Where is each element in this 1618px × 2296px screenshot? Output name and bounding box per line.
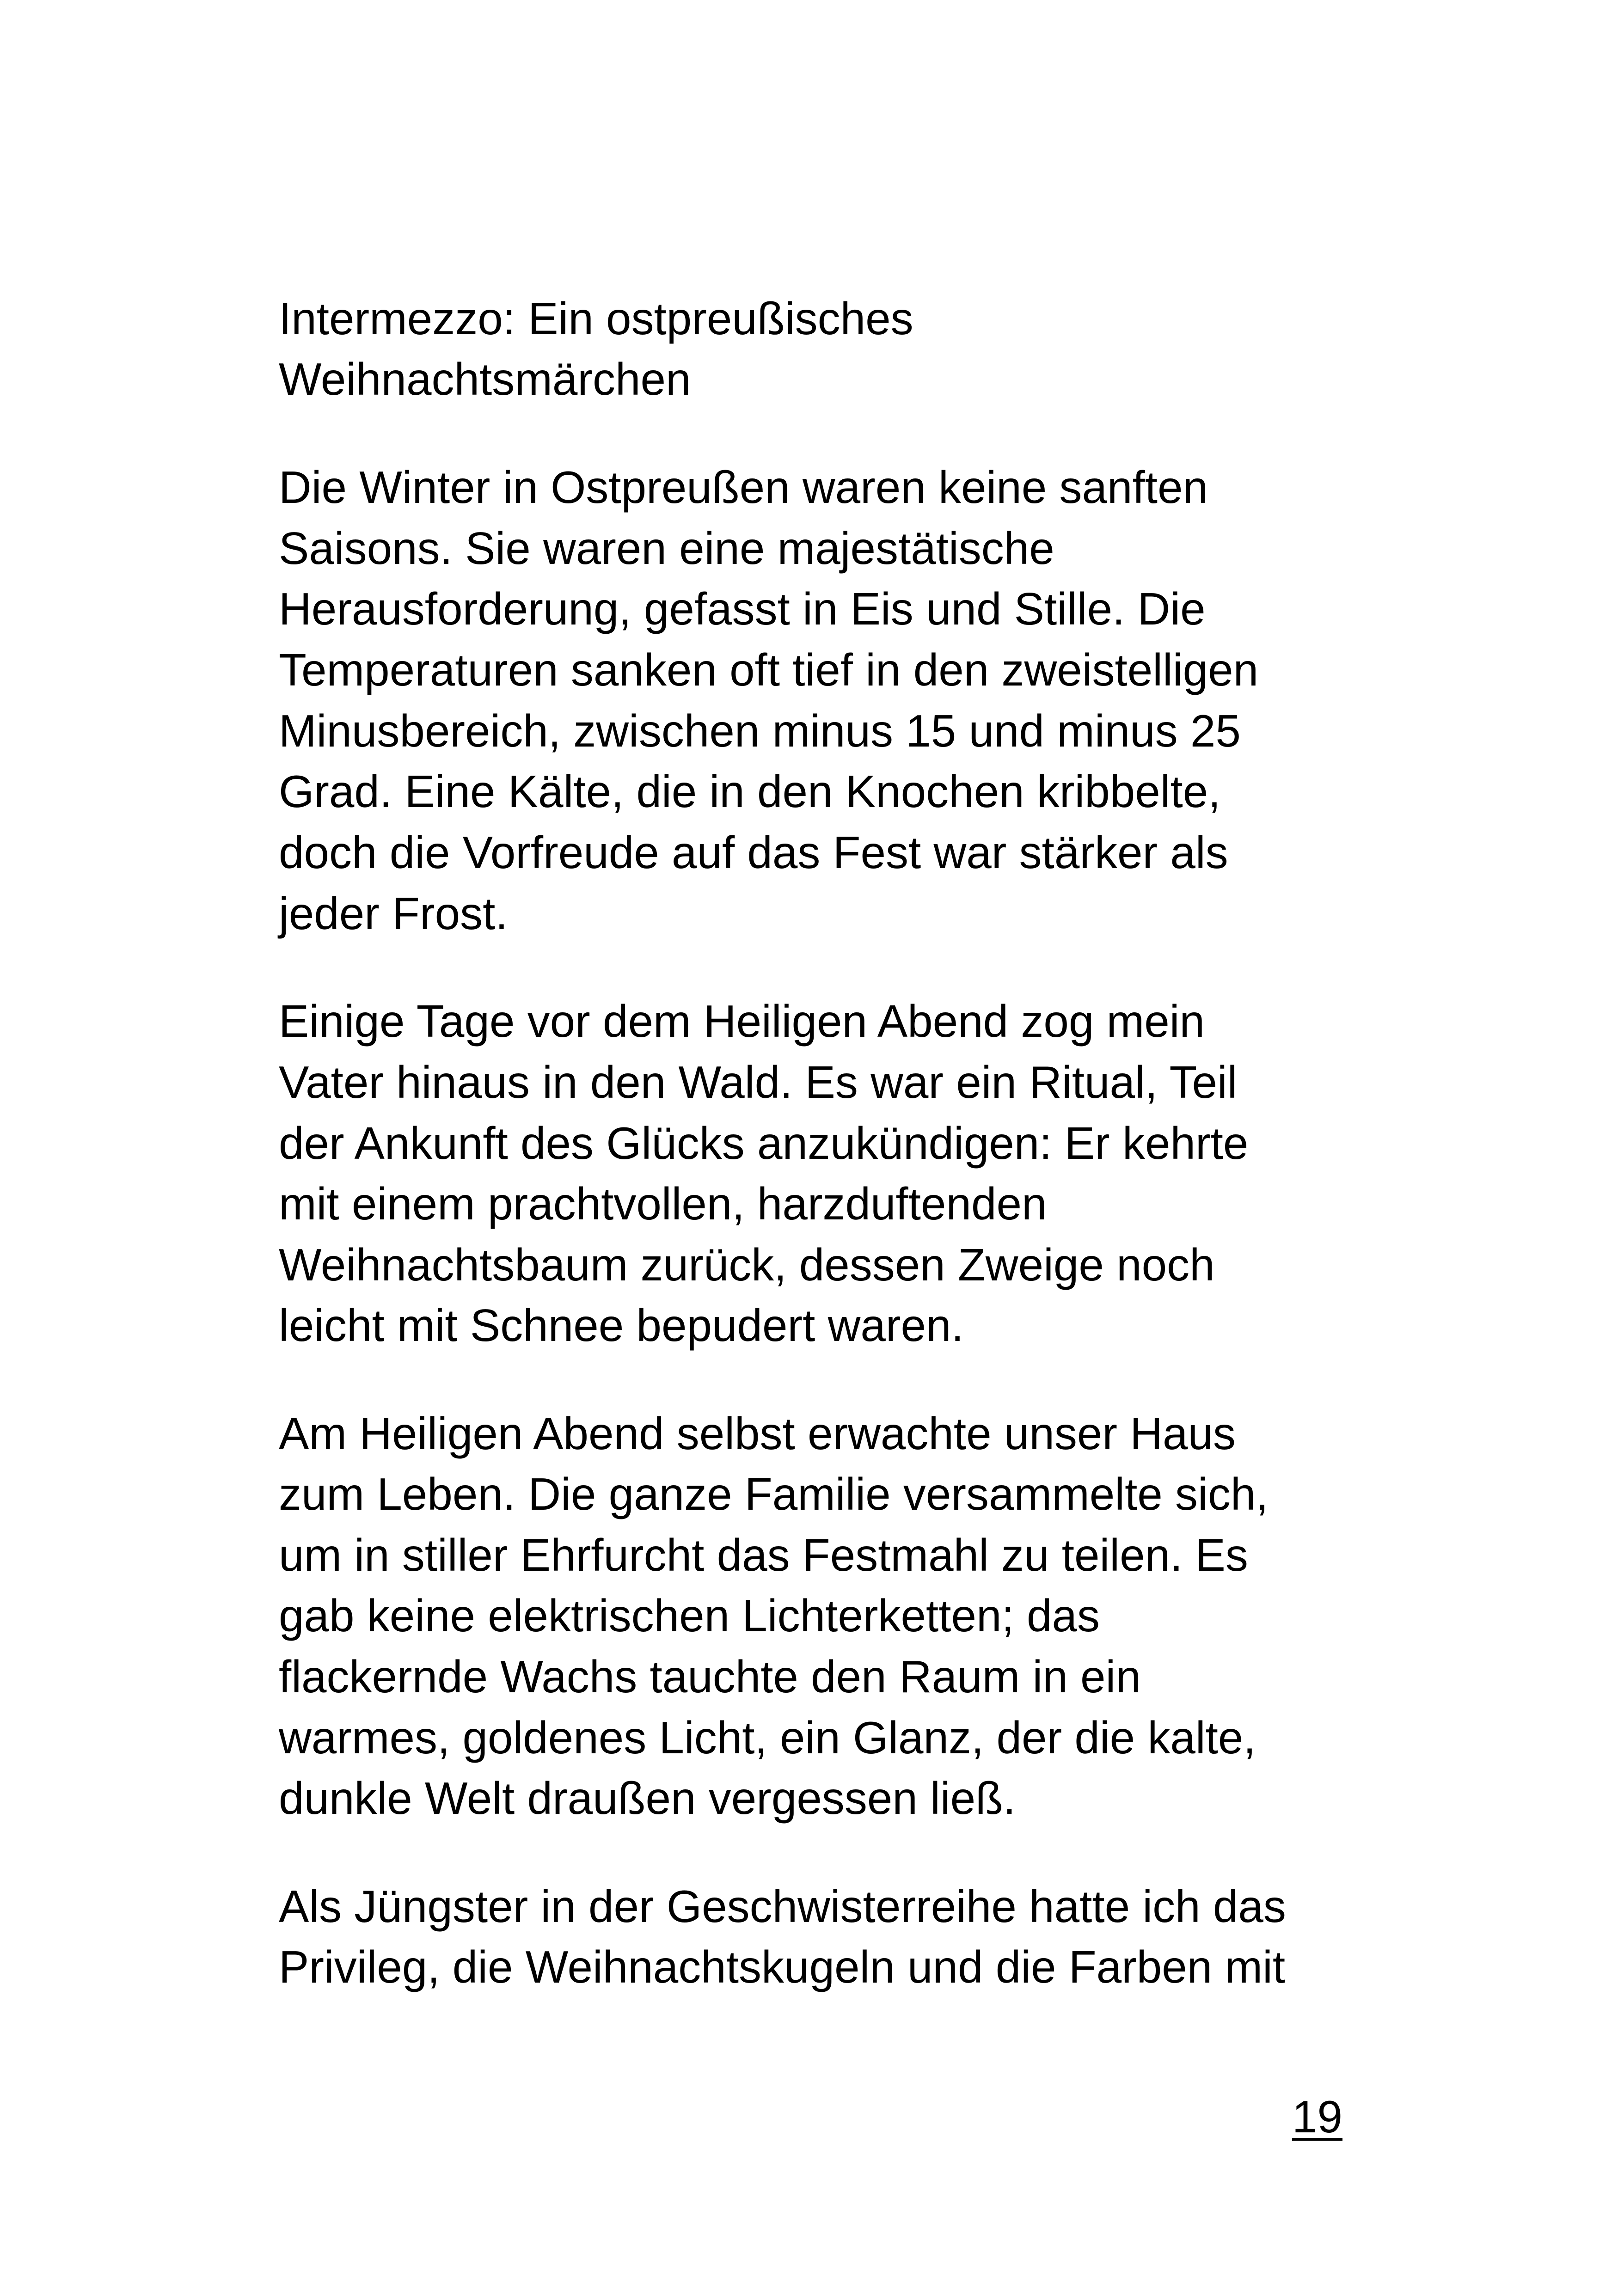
paragraph-line: Herausforderung, gefasst in Eis und Stille. Die <box>279 583 1206 634</box>
paragraph-line: flackernde Wachs tauchte den Raum in ein <box>279 1651 1141 1702</box>
paragraph-line: leicht mit Schnee bepudert waren. <box>279 1300 964 1351</box>
paragraph-line: Saisons. Sie waren eine majestätische <box>279 523 1054 574</box>
paragraph-line: der Ankunft des Glücks anzukündigen: Er kehrte <box>279 1118 1249 1169</box>
paragraph-line: doch die Vorfreude auf das Fest war stärker als <box>279 827 1228 878</box>
page-number: 19 <box>1292 2091 1343 2142</box>
paragraph-line: Minusbereich, zwischen minus 15 und minus 25 <box>279 705 1241 756</box>
paragraph-line: Die Winter in Ostpreußen waren keine sanften <box>279 462 1208 513</box>
paragraph-line: zum Leben. Die ganze Familie versammelte sich, <box>279 1469 1269 1519</box>
paragraph-line: Einige Tage vor dem Heiligen Abend zog mein <box>279 996 1205 1047</box>
paragraph-line: Vater hinaus in den Wald. Es war ein Ritual, Teil <box>279 1057 1238 1108</box>
title-line: Weihnachtsmärchen <box>279 354 691 404</box>
paragraph-line: Als Jüngster in der Geschwisterreihe hatte ich das <box>279 1881 1286 1932</box>
title-line: Intermezzo: Ein ostpreußisches <box>279 293 913 344</box>
paragraph-line: Privileg, die Weihnachtskugeln und die Farben mit <box>279 1941 1286 1992</box>
paragraph-line: gab keine elektrischen Lichterketten; das <box>279 1590 1100 1641</box>
paragraph-line: mit einem prachtvollen, harzduftenden <box>279 1178 1047 1229</box>
paragraph-line: Weihnachtsbaum zurück, dessen Zweige noch <box>279 1239 1215 1290</box>
paragraph-line: um in stiller Ehrfurcht das Festmahl zu teilen. Es <box>279 1530 1248 1580</box>
paragraph-line: dunkle Welt draußen vergessen ließ. <box>279 1773 1016 1824</box>
paragraph-line: Temperaturen sanken oft tief in den zweistelligen <box>279 644 1259 695</box>
paragraph-line: jeder Frost. <box>279 888 508 939</box>
paragraph-line: Grad. Eine Kälte, die in den Knochen kribbelte, <box>279 766 1221 817</box>
paragraph-line: Am Heiligen Abend selbst erwachte unser Haus <box>279 1408 1236 1459</box>
paragraph-line: warmes, goldenes Licht, ein Glanz, der die kalte, <box>279 1712 1256 1763</box>
